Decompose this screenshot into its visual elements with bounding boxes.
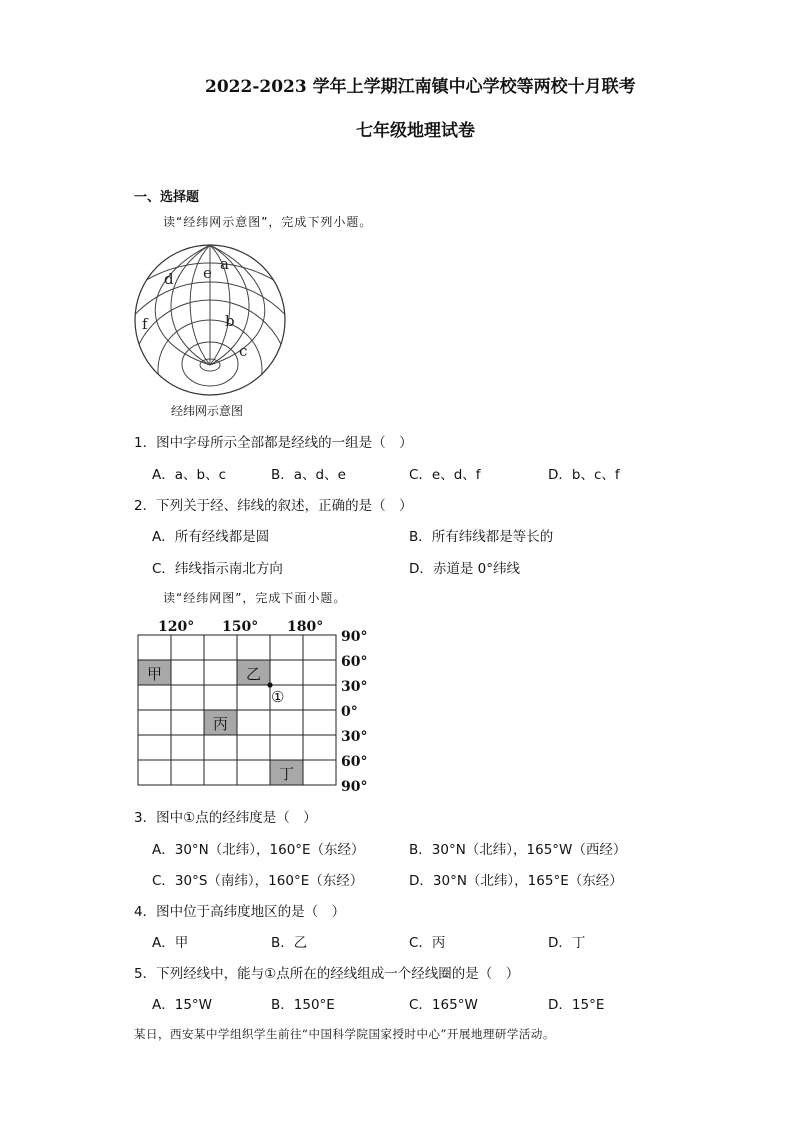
globe-letter-d: d (164, 270, 174, 288)
cell-yi: 乙 (246, 665, 262, 683)
cell-bing: 丙 (213, 715, 229, 733)
grid-right-label-0: 0° (341, 704, 358, 720)
q4-option-c[interactable]: C．丙 (409, 935, 446, 951)
q2-option-a[interactable]: A．所有经线都是圆 (152, 529, 270, 545)
q5-option-a[interactable]: A．15°W (152, 997, 213, 1013)
question-4-stem: 4．图中位于高纬度地区的是（ ） (134, 904, 346, 920)
q3-option-b[interactable]: B．30°N（北纬），165°W（西经） (409, 842, 627, 858)
point-1-marker (267, 682, 272, 687)
grid-top-label-120: 120° (158, 619, 195, 635)
graticule-globe (130, 240, 295, 400)
point-1-label: ① (271, 688, 285, 706)
q1-option-b[interactable]: B．a、d、e (271, 467, 346, 483)
grid-right-label-90n: 90° (341, 629, 368, 645)
grid-right-label-60n: 60° (341, 654, 368, 670)
q1-option-a[interactable]: A．a、b、c (152, 467, 226, 483)
exam-subtitle: 七年级地理试卷 (356, 121, 475, 141)
graticule-grid (130, 612, 380, 798)
q3-option-d[interactable]: D．30°N（北纬），165°E（东经） (409, 873, 623, 889)
cell-ding: 丁 (279, 765, 295, 783)
grid-right-label-60s: 60° (341, 754, 368, 770)
question-3-stem: 3．图中①点的经纬度是（ ） (134, 810, 317, 826)
question-5-stem: 5．下列经线中，能与①点所在的经线组成一个经线圈的是（ ） (134, 966, 520, 982)
intro-text-2: 读“经纬网图”，完成下面小题。 (163, 591, 347, 605)
q5-option-c[interactable]: C．165°W (409, 997, 478, 1013)
section-heading: 一、选择题 (134, 190, 200, 205)
globe-letter-a: a (220, 255, 229, 273)
q4-option-a[interactable]: A．甲 (152, 935, 189, 951)
grid-right-label-30s: 30° (341, 729, 368, 745)
globe-letter-f: f (142, 315, 148, 333)
grid-top-label-180: 180° (287, 619, 324, 635)
q2-option-d[interactable]: D．赤道是 0°纬线 (409, 561, 521, 577)
q5-option-b[interactable]: B．150°E (271, 997, 335, 1013)
q1-option-c[interactable]: C．e、d、f (409, 467, 481, 483)
q1-option-d[interactable]: D．b、c、f (548, 467, 620, 483)
globe-caption: 经纬网示意图 (171, 404, 244, 418)
grid-top-label-150: 150° (222, 619, 259, 635)
q2-option-b[interactable]: B．所有纬线都是等长的 (409, 529, 554, 545)
intro-text-1: 读“经纬网示意图”，完成下列小题。 (163, 215, 373, 229)
footer-intro-text: 某日，西安某中学组织学生前往“中国科学院国家授时中心”开展地理研学活动。 (134, 1027, 555, 1041)
question-2-stem: 2．下列关于经、纬线的叙述，正确的是（ ） (134, 498, 413, 514)
q4-option-d[interactable]: D．丁 (548, 935, 586, 951)
q3-option-a[interactable]: A．30°N（北纬），160°E（东经） (152, 842, 365, 858)
globe-letter-c: c (239, 342, 248, 360)
q3-option-c[interactable]: C．30°S（南纬），160°E（东经） (152, 873, 364, 889)
globe-letter-e: e (203, 264, 212, 282)
exam-title: 2022-2023 学年上学期江南镇中心学校等两校十月联考 (205, 77, 636, 97)
question-1-stem: 1．图中字母所示全部都是经线的一组是（ ） (134, 435, 413, 451)
q4-option-b[interactable]: B．乙 (271, 935, 308, 951)
q2-option-c[interactable]: C．纬线指示南北方向 (152, 561, 283, 577)
grid-right-label-90s: 90° (341, 779, 368, 795)
grid-right-label-30n: 30° (341, 679, 368, 695)
cell-jia: 甲 (147, 665, 163, 683)
q5-option-d[interactable]: D．15°E (548, 997, 605, 1013)
globe-letter-b: b (225, 312, 235, 330)
